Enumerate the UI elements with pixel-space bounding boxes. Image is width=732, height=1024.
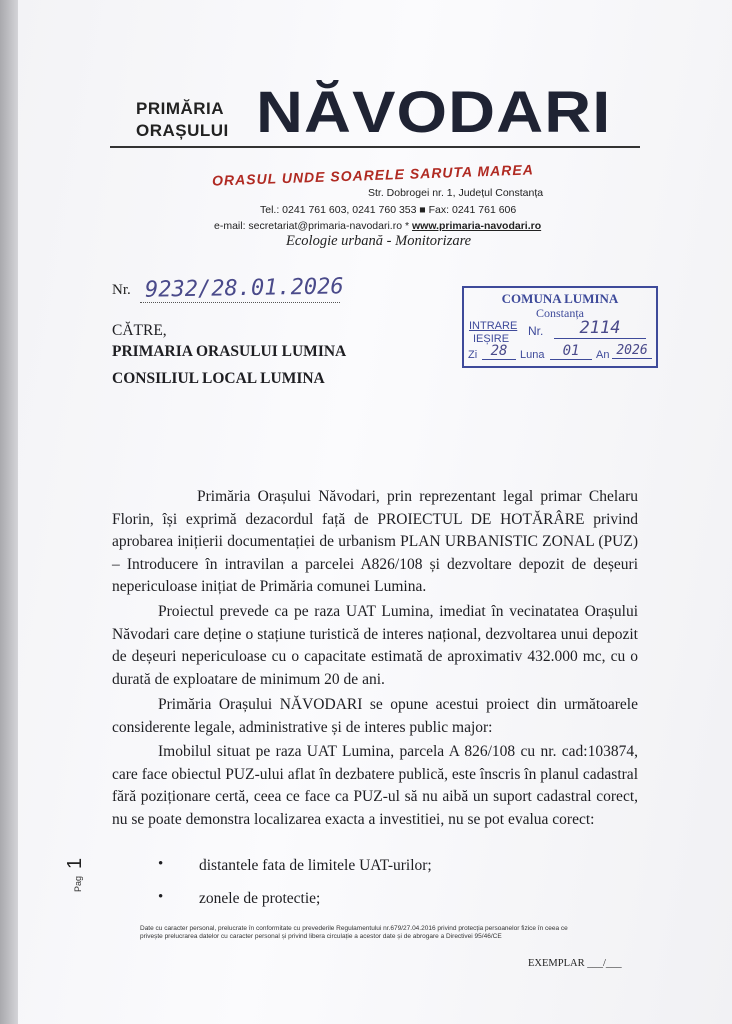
page-edge-shadow	[0, 0, 18, 1024]
header-city-name: NĂVODARI	[256, 80, 612, 145]
department-label: Ecologie urbană - Monitorizare	[286, 233, 472, 249]
bullet-item-2: zonele de protectie;	[199, 890, 321, 907]
stamp-an-label: An	[596, 349, 610, 361]
bullet-item-1: distantele fata de limitele UAT-urilor;	[199, 857, 432, 874]
bullet-dot-1: •	[158, 856, 164, 872]
website-link[interactable]: www.primaria-navodari.ro	[411, 220, 542, 232]
phone-fax-line: Tel.: 0241 761 603, 0241 760 353 ■ Fax: 0241 761 606	[260, 204, 517, 216]
header-orasului: ORAȘULUI	[136, 121, 229, 140]
paragraph-2: Proiectul prevede ca pe raza UAT Lumina, imediat în vecinatatea Orașului Năvodari care deține o stațiune turistică de interes național, dezvoltarea unui depozit de deșeuri nepericuloase cu o capacitate estimată de aproximativ 432.000 mc, cu o durată de exploatare de minimum 20 de ani.	[112, 603, 638, 688]
stamp-an-value: 2026	[612, 343, 652, 359]
recipient-catre: CĂTRE,	[112, 322, 167, 339]
header-rule	[110, 146, 640, 148]
recipient-primaria-lumina: PRIMARIA ORASULUI LUMINA	[112, 343, 347, 360]
address-line: Str. Dobrogei nr. 1, Județul Constanța	[368, 187, 544, 199]
stamp-luna-value: 01	[550, 343, 592, 360]
page-label: Pag	[73, 875, 83, 892]
stamp-nr-value: 2114	[554, 318, 646, 339]
page-number-vertical	[64, 858, 87, 892]
stamp-zi-label: Zi	[468, 349, 478, 361]
email-line	[214, 220, 541, 232]
email-text: e-mail: secretariat@primaria-navodari.ro *	[214, 220, 410, 232]
header-primaria: PRIMĂRIA	[136, 99, 225, 118]
paragraph-1: Primăria Orașului Năvodari, prin reprezentant legal primar Chelaru Florin, își exprimă dezacordul față de PROIECTUL DE HOTĂRÂRE privind aprobarea inițierii documentației de urbanism PLAN URBANISTIC ZONAL (PUZ) – Introducere în intravilan a parcelei A826/108 și dezvoltare depozit de deșeuri nepericuloase inițiat de Primăria comunei Lumina.	[112, 488, 638, 595]
stamp-nr-label: Nr.	[528, 324, 544, 338]
nr-dotted-line	[140, 302, 340, 303]
recipient-consiliul-lumina: CONSILIUL LOCAL LUMINA	[112, 370, 325, 387]
gdpr-notice: Date cu caracter personal, prelucrate în conformitate cu prevederile Regulamentului nr.679/27.04.2016 privind protecția persoanelor fizice în ceea ce privește prelucrarea datelor cu caracter personal și privind libera circulație a acestor date și de abrogare a Directivei 95/46/CE	[140, 925, 568, 940]
exemplar-field: EXEMPLAR ___/___	[528, 958, 622, 969]
paragraph-4: Imobilul situat pe raza UAT Lumina, parcela A 826/108 cu nr. cad:103874, care face obiectul PUZ-ului aflat în dezbatere publică, este înscris în planul cadastral fără poziționare certă, ceea ce face ca PUZ-ul să nu aibă un suport cadastral corect, nu se poate demonstra localizarea exacta a investitiei, nu se pot evalua corect:	[112, 743, 638, 828]
page-number: 1	[64, 857, 86, 869]
stamp-county: Constanța	[536, 306, 584, 320]
nr-label: Nr.	[112, 282, 131, 298]
city-motto: ORASUL UNDE SOARELE SARUTA MAREA	[211, 161, 535, 189]
stamp-iesire: IEȘIRE	[473, 333, 510, 345]
registration-stamp	[462, 286, 658, 368]
bullet-dot-2: •	[158, 889, 164, 905]
stamp-zi-value: 28	[482, 343, 516, 360]
paragraph-3: Primăria Orașului NĂVODARI se opune acestui proiect din următoarele considerente legale, administrative și de interes public major:	[112, 696, 638, 736]
registration-number: 9232/28.01.2026	[144, 274, 344, 303]
stamp-intrare: INTRARE	[469, 320, 518, 332]
stamp-title: COMUNA LUMINA	[501, 291, 619, 306]
stamp-luna-label: Luna	[520, 349, 545, 361]
